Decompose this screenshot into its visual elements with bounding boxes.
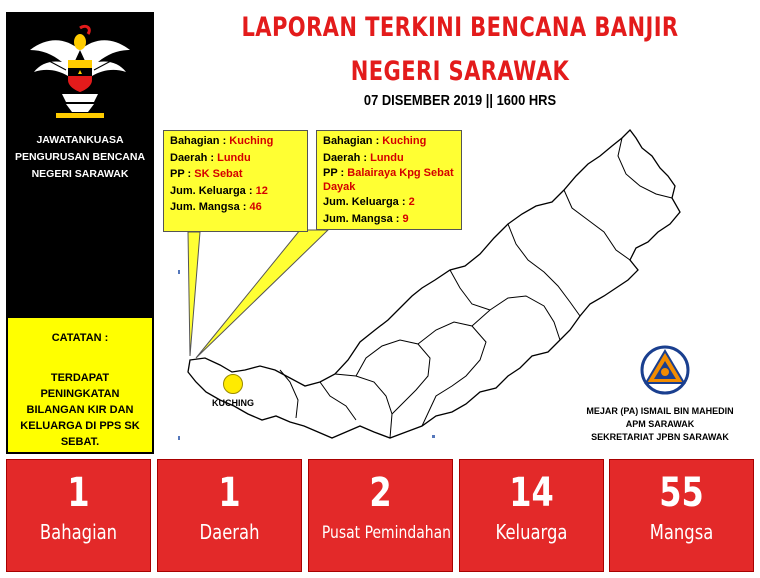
stat-label: Daerah [199, 520, 260, 544]
info-value: SK Sebat [194, 168, 243, 180]
signature-line: MEJAR (PA) ISMAIL BIN MAHEDIN [586, 406, 734, 416]
map-division-line [472, 296, 560, 340]
info-row [323, 150, 455, 167]
kuching-marker [223, 374, 243, 394]
info-value: Kuching [382, 135, 427, 147]
stat-label: Keluarga [495, 520, 568, 544]
info-value: 2 [408, 196, 415, 208]
map-division-line [320, 382, 356, 420]
map-division-line [450, 270, 490, 310]
info-row [323, 166, 455, 194]
notes-line: BILANGAN KIR DAN [26, 404, 134, 416]
sarawak-crest-icon [26, 20, 134, 120]
map-division-line [335, 374, 392, 438]
map-mark [178, 270, 180, 274]
signature-block [560, 405, 760, 444]
info-row [170, 199, 301, 216]
apm-logo-icon [640, 345, 690, 395]
notes-line: KELUARGA DI PPS SK [20, 420, 140, 432]
map-division-line [356, 340, 430, 414]
stat-keluarga [459, 459, 604, 572]
info-row [170, 150, 301, 167]
info-value: 46 [249, 201, 262, 213]
info-box-balairaya [316, 130, 462, 230]
info-row [170, 183, 301, 200]
info-row [323, 194, 455, 211]
title-line: LAPORAN TERKINI BENCANA BANJIR [241, 12, 679, 43]
info-value: Balairaya Kpg Sebat Dayak [323, 167, 454, 193]
stat-value: 14 [509, 470, 554, 516]
stat-label: Pusat Pemindahan [321, 523, 451, 543]
callout-pointer [188, 232, 200, 356]
info-key: Jum. Mangsa : [323, 212, 400, 225]
stat-value: 2 [369, 470, 392, 516]
info-value: 12 [255, 184, 268, 197]
signature-line: SEKRETARIAT JPBN SARAWAK [591, 432, 729, 442]
page-title [234, 6, 686, 94]
notes-line: SEBAT. [60, 436, 100, 448]
info-value: Lundu [217, 151, 251, 164]
notes-title: CATATAN : [51, 332, 109, 344]
stat-value: 1 [218, 470, 241, 516]
info-row [170, 166, 301, 183]
info-key: Daerah : [323, 151, 368, 164]
stat-label: Mangsa [649, 520, 714, 544]
callout-pointer [196, 230, 328, 358]
info-value: Kuching [229, 135, 274, 147]
info-key: PP : [323, 167, 345, 179]
committee-line: JAWATANKUASA [36, 134, 124, 146]
info-value: 9 [402, 212, 409, 225]
info-key: Bahagian : [323, 135, 380, 147]
info-row [323, 133, 455, 150]
committee-name [10, 132, 150, 183]
info-key: Jum. Keluarga : [170, 184, 253, 197]
info-key: Jum. Keluarga : [323, 196, 406, 208]
stat-bahagian [6, 459, 151, 572]
committee-line: NEGERI SARAWAK [31, 168, 129, 180]
kuching-label: KUCHING [212, 398, 254, 408]
info-row [170, 133, 301, 150]
info-row [323, 211, 455, 228]
info-key: Bahagian : [170, 135, 227, 147]
stats-row [6, 459, 754, 572]
signature-line: APM SARAWAK [625, 419, 695, 429]
map-division-line [564, 190, 630, 260]
report-date: 07 DISEMBER 2019 || 1600 HRS [363, 92, 557, 109]
stat-value: 1 [67, 470, 90, 516]
stat-pusat-pemindahan [308, 459, 453, 572]
map-mark [432, 435, 435, 438]
stat-daerah [157, 459, 302, 572]
title-line: NEGERI SARAWAK [350, 56, 570, 87]
committee-line: PENGURUSAN BENCANA [14, 151, 146, 163]
notes-body [12, 370, 148, 450]
info-box-sk-sebat [163, 130, 308, 232]
stat-label: Bahagian [39, 520, 118, 544]
notes-line: TERDAPAT PENINGKATAN [40, 372, 120, 400]
info-key: Daerah : [170, 151, 215, 164]
map-division-line [508, 224, 580, 316]
notes-panel [6, 316, 154, 454]
map-division-line [618, 138, 672, 198]
info-key: PP : [170, 168, 192, 180]
info-key: Jum. Mangsa : [170, 201, 247, 213]
map-mark [178, 436, 180, 440]
stat-mangsa [609, 459, 754, 572]
info-value: Lundu [370, 151, 404, 164]
stat-value: 55 [659, 470, 704, 516]
